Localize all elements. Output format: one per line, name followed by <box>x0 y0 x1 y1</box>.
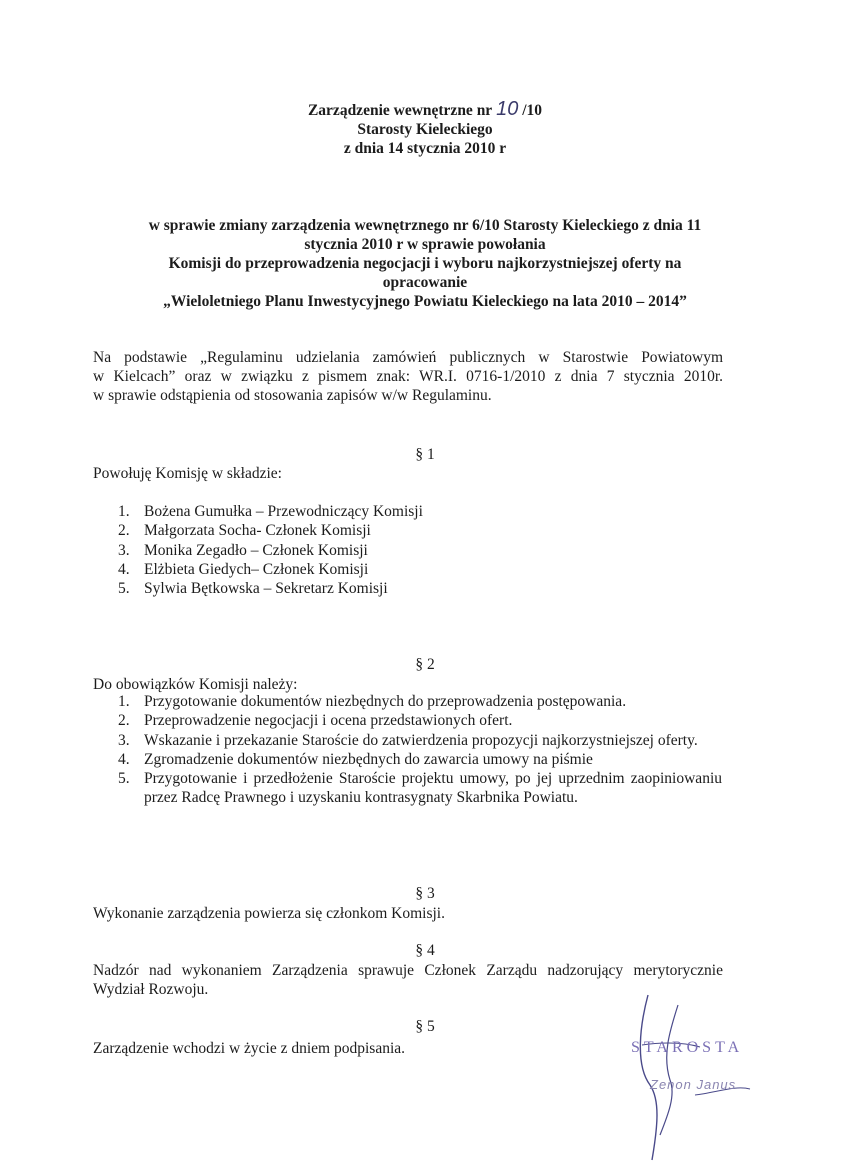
document-header <box>0 100 850 158</box>
list-item: 5. Przygotowanie i przedłożenie Staroście projektu umowy, po jej uprzednim zaopiniowaniu przez Radcę Prawnego i uzyskaniu kontrasygnaty Skarbnika Powiatu. <box>118 770 722 807</box>
signatory-name: Zenon Janus <box>650 1077 737 1092</box>
list-item: 3. Monika Zegadło – Członek Komisji <box>118 541 368 559</box>
section-3-text: Wykonanie zarządzenia powierza się członkom Komisji. <box>93 905 445 922</box>
order-number: 10 <box>496 98 519 120</box>
subject-line: opracowanie <box>382 274 468 291</box>
subject-line: stycznia 2010 r w sprawie powołania <box>304 236 546 253</box>
section-5-heading: § 5 <box>415 1018 435 1035</box>
legal-basis-paragraph <box>93 348 723 405</box>
paragraph-line: Wydział Rozwoju. <box>93 981 209 998</box>
paragraph-line: Nadzór nad wykonaniem Zarządzenia sprawuje Członek Zarządu nadzorujący merytorycznie <box>93 962 723 979</box>
committee-members-list <box>118 502 518 598</box>
issuer: Starosty Kieleckiego <box>357 121 493 138</box>
subject-line: „Wieloletniego Planu Inwestycyjnego Powiatu Kieleckiego na lata 2010 – 2014” <box>163 293 687 310</box>
list-item: 5. Sylwia Bętkowska – Sekretarz Komisji <box>118 580 388 598</box>
list-item: 2. Przeprowadzenie negocjacji i ocena przedstawionych ofert. <box>118 712 513 730</box>
section-1-heading: § 1 <box>415 446 435 463</box>
list-item: 3. Wskazanie i przekazanie Staroście do zatwierdzenia propozycji najkorzystniejszej oferty. <box>118 731 698 749</box>
subject-line: w sprawie zmiany zarządzenia wewnętrznego nr 6/10 Starosty Kieleckiego z dnia 11 <box>148 217 702 234</box>
issue-date: z dnia 14 stycznia 2010 r <box>343 140 507 157</box>
subject-line: Komisji do przeprowadzenia negocjacji i wyboru najkorzystniejszej oferty na <box>168 255 682 272</box>
subject-block <box>0 216 850 311</box>
paragraph-line: w Kielcach” oraz w związku z pismem znak: WR.I. 0716-1/2010 z dnia 7 stycznia 2010r. <box>93 368 723 385</box>
list-item: 1. Przygotowanie dokumentów niezbędnych do przeprowadzenia postępowania. <box>118 693 627 710</box>
paragraph-line: w sprawie odstąpienia od stosowania zapisów w/w Regulaminu. <box>93 387 492 404</box>
section-5-text: Zarządzenie wchodzi w życie z dniem podpisania. <box>93 1040 406 1057</box>
order-year: /10 <box>522 102 543 119</box>
section-1-intro: Powołuję Komisję w składzie: <box>93 465 282 482</box>
list-item: 4. Elżbieta Giedych– Członek Komisji <box>118 560 369 578</box>
section-2-heading: § 2 <box>415 656 435 673</box>
section-3-heading: § 3 <box>415 885 435 902</box>
section-2-intro: Do obowiązków Komisji należy: <box>93 676 298 693</box>
list-item: 2. Małgorzata Socha- Członek Komisji <box>118 522 371 540</box>
starosta-stamp: STAROSTA <box>631 1039 744 1056</box>
list-item: 4. Zgromadzenie dokumentów niezbędnych do zawarcia umowy na piśmie <box>118 750 593 768</box>
list-item: 1. Bożena Gumułka – Przewodniczący Komisji <box>118 503 423 520</box>
committee-duties-list <box>118 692 722 808</box>
section-4-heading: § 4 <box>415 942 435 959</box>
order-title-prefix: Zarządzenie wewnętrzne nr <box>307 102 493 119</box>
order-title <box>0 100 850 120</box>
paragraph-line: Na podstawie „Regulaminu udzielania zamówień publicznych w Starostwie Powiatowym <box>93 349 723 366</box>
